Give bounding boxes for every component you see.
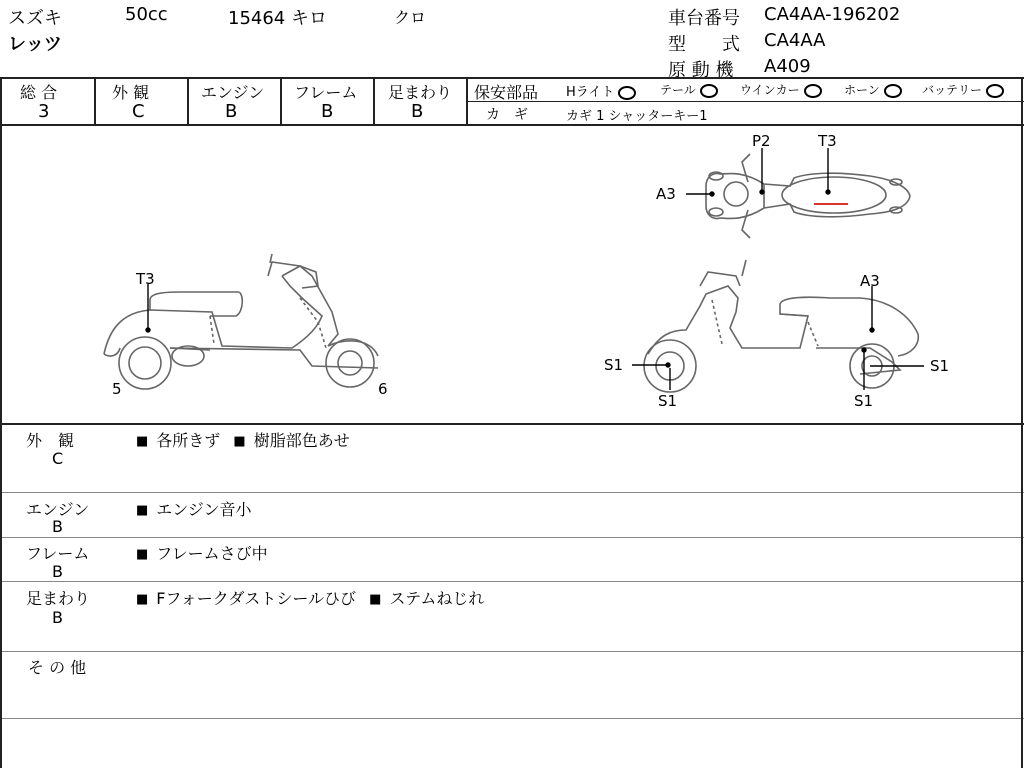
- safety-label: 保安部品: [474, 83, 539, 102]
- color: クロ: [394, 8, 427, 27]
- engine-value: A409: [764, 56, 811, 77]
- displacement: 50cc: [125, 4, 168, 25]
- remark-grade: B: [52, 608, 63, 627]
- square-bullet-icon: ■: [136, 592, 149, 607]
- safety-winker: ウインカー: [740, 81, 822, 98]
- ok-circle-icon: [986, 84, 1004, 98]
- engine-label: 原 動 機: [668, 60, 734, 81]
- label-right-s1-front-bottom: S1: [658, 392, 678, 410]
- square-bullet-icon: ■: [369, 592, 382, 607]
- ok-circle-icon: [804, 84, 822, 98]
- type-label: 型 式: [668, 34, 740, 55]
- label-left-5: 5: [112, 380, 122, 398]
- frame-no-label: 車台番号: [668, 8, 740, 29]
- square-bullet-icon: ■: [136, 434, 149, 449]
- safety-horn: ホーン: [844, 81, 902, 98]
- label-right-s1-front: S1: [604, 356, 624, 374]
- remark-label: そ の 他: [28, 658, 87, 677]
- grade-exterior-label: 外 観: [112, 83, 150, 102]
- model-name: レッツ: [8, 34, 62, 55]
- remark-label: フレーム: [26, 544, 90, 563]
- grade-exterior-value: C: [132, 101, 145, 122]
- label-right-s1-rear-bottom: S1: [854, 392, 874, 410]
- grade-engine-label: エンジン: [201, 83, 265, 102]
- damage-diagram: [0, 126, 1024, 422]
- key-value: カギ 1 シャッターキー1: [566, 109, 708, 124]
- scooter-top-view: [706, 154, 910, 238]
- label-left-t3: T3: [136, 270, 155, 288]
- label-right-a3: A3: [860, 272, 880, 290]
- remark-items: ■ エンジン音小: [136, 500, 252, 519]
- grade-overall-value: 3: [38, 101, 50, 122]
- safety-headlight: Hライト: [566, 81, 636, 100]
- safety-taillight: テール: [660, 81, 718, 98]
- remark-items: ■ Fフォークダストシールひび ■ ステムねじれ: [136, 589, 485, 608]
- remark-items: ■ 各所きず ■ 樹脂部色あせ: [136, 431, 350, 450]
- grade-engine-value: B: [225, 101, 238, 122]
- remark-items: ■ フレームさび中: [136, 544, 268, 563]
- label-top-p2: P2: [752, 132, 771, 150]
- maker: スズキ: [8, 8, 62, 29]
- ok-circle-icon: [618, 86, 636, 100]
- grade-suspension-value: B: [411, 101, 424, 122]
- square-bullet-icon: ■: [136, 503, 149, 518]
- remark-label: 足まわり: [26, 589, 91, 608]
- safety-battery: バッテリー: [922, 81, 1004, 98]
- grade-overall-label: 総 合: [20, 83, 58, 102]
- ok-circle-icon: [884, 84, 902, 98]
- remark-grade: B: [52, 562, 63, 581]
- grade-suspension-label: 足まわり: [388, 83, 453, 102]
- remark-grade: C: [52, 449, 64, 468]
- remark-label: エンジン: [26, 500, 90, 519]
- label-top-t3: T3: [818, 132, 837, 150]
- grade-frame-value: B: [321, 101, 334, 122]
- square-bullet-icon: ■: [136, 547, 149, 562]
- mileage: 15464 キロ: [228, 8, 327, 29]
- type-value: CA4AA: [764, 30, 826, 51]
- remark-label: 外 観: [26, 431, 75, 450]
- label-left-6: 6: [378, 380, 388, 398]
- square-bullet-icon: ■: [233, 434, 246, 449]
- remark-grade: B: [52, 517, 63, 536]
- grade-frame-label: フレーム: [294, 83, 358, 102]
- frame-no: CA4AA-196202: [764, 4, 901, 25]
- ok-circle-icon: [700, 84, 718, 98]
- label-top-a3: A3: [656, 185, 676, 203]
- key-label: カ ギ: [486, 107, 528, 123]
- label-right-s1-rear: S1: [930, 357, 950, 375]
